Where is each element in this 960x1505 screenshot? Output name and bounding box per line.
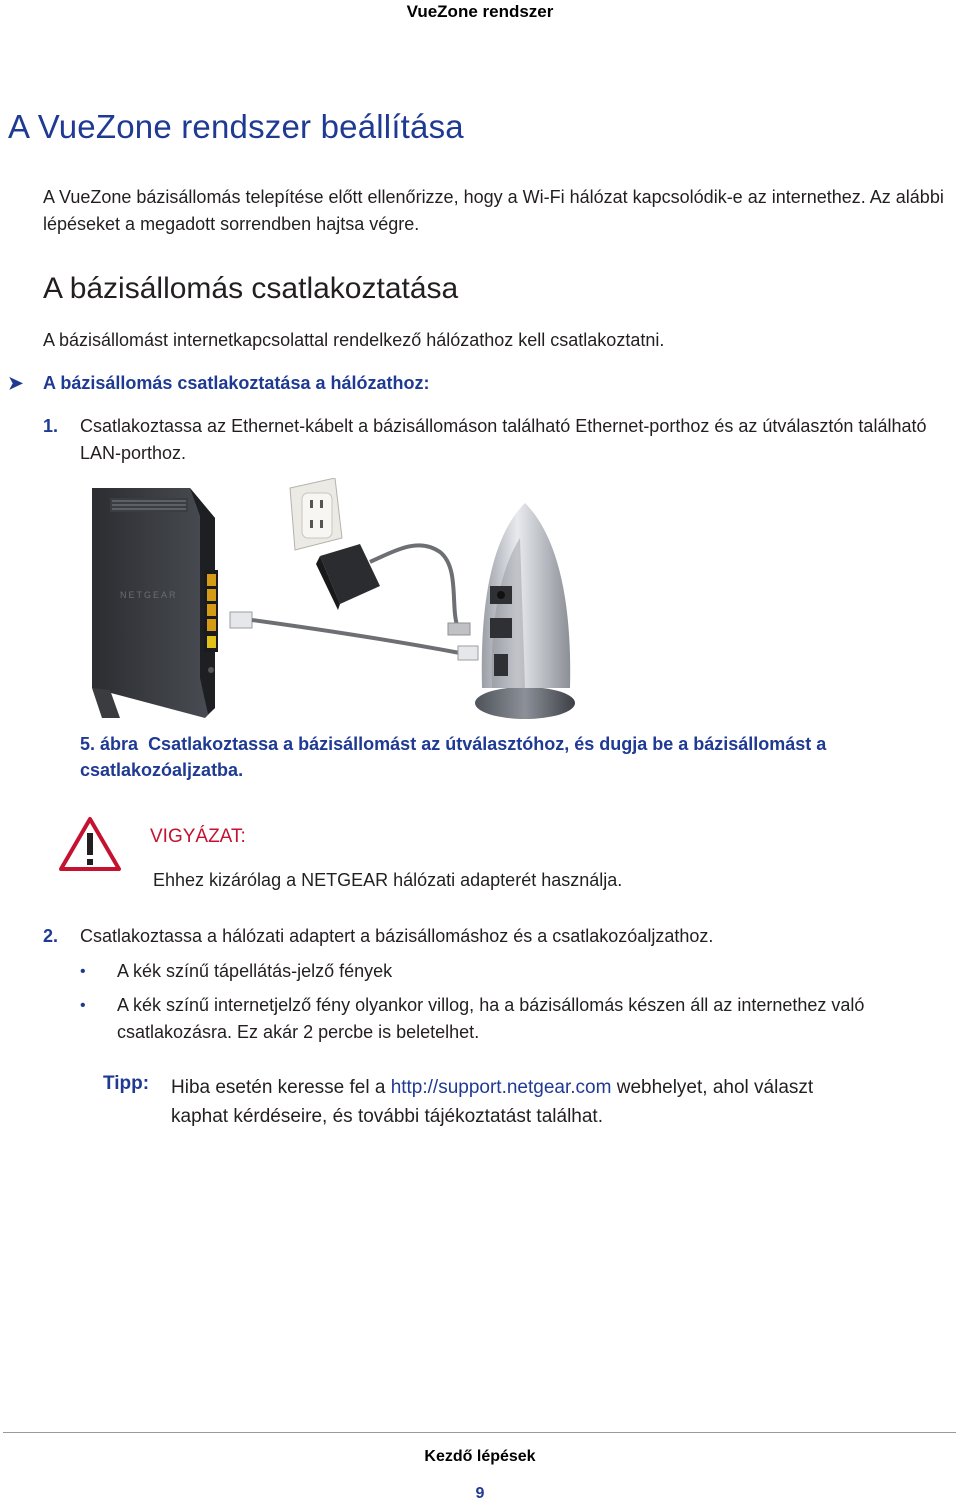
support-link[interactable]: http://support.netgear.com xyxy=(390,1077,612,1098)
connection-illustration xyxy=(80,478,600,726)
list-item xyxy=(80,992,910,1046)
tip-label: Tipp: xyxy=(103,1073,150,1094)
tip-text-before: Hiba esetén keresse fel a xyxy=(171,1077,391,1098)
section-heading: A bázisállomás csatlakoztatása xyxy=(43,272,459,305)
page-number: 9 xyxy=(475,1485,485,1502)
step-text: Csatlakoztassa a hálózati adaptert a bázisállomáshoz és a csatlakozóaljzathoz. xyxy=(80,926,714,946)
list-item-text: A kék színű tápellátás-jelző fények xyxy=(117,961,393,981)
list-item-text: A kék színű internetjelző fény olyankor villog, ha a bázisállomás készen áll az internethez való csatlakozásra. Ez akár 2 percbe is beletelhet. xyxy=(117,995,865,1042)
ethernet-plug-icon xyxy=(230,612,460,653)
bullet-icon: • xyxy=(80,997,86,1014)
procedure-heading-text: A bázisállomás csatlakoztatása a hálózathoz: xyxy=(43,373,430,393)
tip-text-after: webhelyet, ahol választ kaphat kérdéseire, és további tájékoztatást találhat. xyxy=(171,1077,814,1127)
list-item xyxy=(80,958,910,985)
step-2 xyxy=(43,926,713,947)
footer-divider xyxy=(3,1432,956,1433)
step-number: 2. xyxy=(43,926,59,946)
footer-section: Kezdő lépések xyxy=(424,1448,536,1465)
caption-text: Csatlakoztassa a bázisállomást az útválasztóhoz, és dugja be a bázisállomást a csatlakozóaljzatba. xyxy=(80,734,827,780)
procedure-heading xyxy=(8,373,429,394)
ethernet-plug-base-icon xyxy=(458,646,478,660)
step-1 xyxy=(43,413,943,467)
warning-text: Ehhez kizárólag a NETGEAR hálózati adapterét használja. xyxy=(153,870,623,890)
intro-paragraph: A VueZone bázisállomás telepítése előtt ellenőrizze, hogy a Wi-Fi hálózat kapcsolódik-e az internethez. Az alábbi lépéseket a megadott sorrendben hajtsa végre. xyxy=(43,187,944,234)
warning-title: VIGYÁZAT: xyxy=(150,826,246,847)
running-header: VueZone rendszer xyxy=(406,2,554,21)
section-paragraph: A bázisállomást internetkapcsolattal rendelkező hálózathoz kell csatlakoztatni. xyxy=(43,330,665,350)
bullet-icon: • xyxy=(80,963,86,980)
tip-text xyxy=(171,1073,871,1131)
chevron-right-icon: ➤ xyxy=(8,373,24,393)
figure-caption xyxy=(80,731,940,783)
warning-triangle-icon xyxy=(58,816,122,872)
step-number: 1. xyxy=(43,416,59,436)
caption-label: 5. ábra xyxy=(80,734,139,754)
base-station-image xyxy=(475,503,575,719)
power-adapter-icon xyxy=(316,544,470,635)
page-title: A VueZone rendszer beállítása xyxy=(8,108,464,145)
step-text: Csatlakoztassa az Ethernet-kábelt a bázisállomáson található Ethernet-porthoz és az útválasztón található LAN-porthoz. xyxy=(80,416,927,463)
router-brand: NETGEAR xyxy=(120,590,178,600)
wall-outlet-icon xyxy=(290,478,342,550)
router-image xyxy=(92,488,218,718)
